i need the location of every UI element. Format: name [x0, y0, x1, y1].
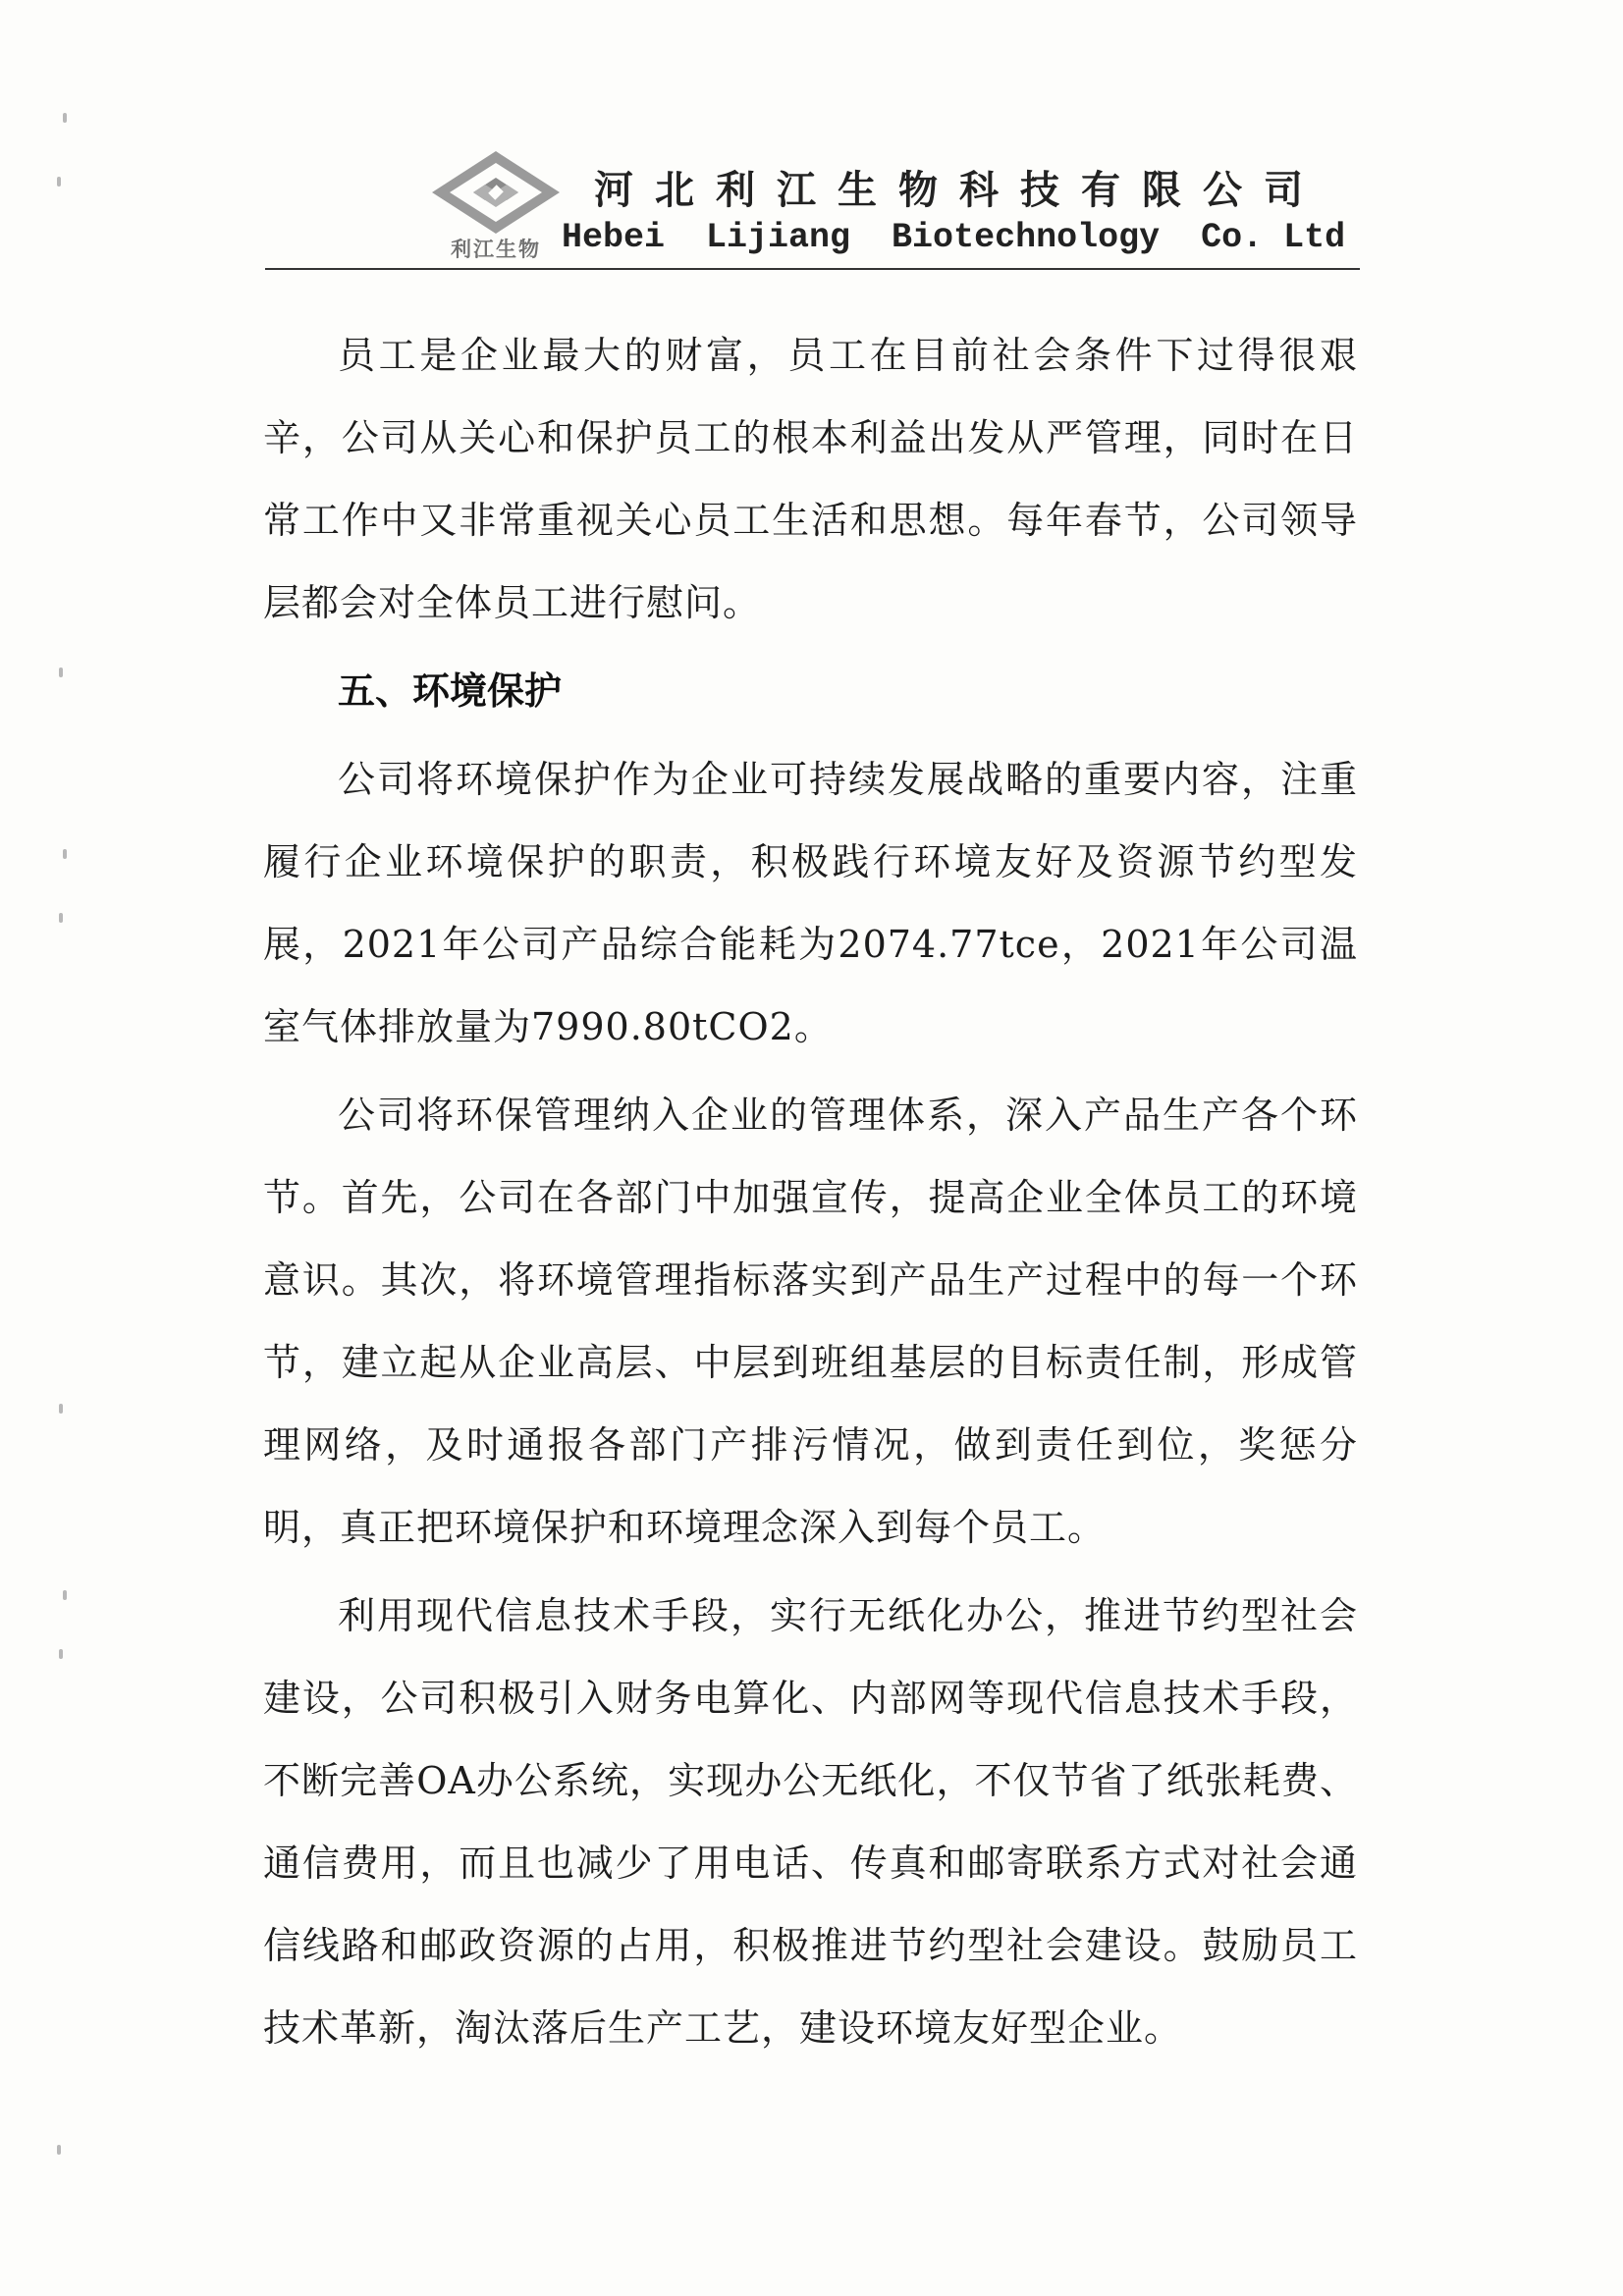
- margin-mark: [59, 1649, 63, 1659]
- paragraph-environment-management: 公司将环保管理纳入企业的管理体系，深入产品生产各个环节。首先，公司在各部门中加强宣传，提高企业全体员工的环境意识。其次，将环境管理指标落实到产品生产过程中的每一个环节，建立起从企业高层、中层到班组基层的目标责任制，形成管理网络，及时通报各部门产排污情况，做到责任到位，奖惩分明，真正把环境保护和环境理念深入到每个员工。: [263, 1094, 1358, 1549]
- paragraph-environment-strategy: 公司将环境保护作为企业可持续发展战略的重要内容，注重履行企业环境保护的职责，积极践行环境友好及资源节约型发展，2021年公司产品综合能耗为2074.77tce，2021年公司温室气体排放量为7990.80tCO2。: [263, 758, 1358, 1048]
- company-name-chinese: 河北利江生物科技有限公司: [594, 168, 1325, 213]
- letterhead-divider: [265, 268, 1360, 270]
- document-body: [263, 314, 1358, 2069]
- margin-mark: [59, 1404, 63, 1414]
- paragraph-employee-care: 员工是企业最大的财富，员工在目前社会条件下过得很艰辛，公司从关心和保护员工的根本利益出发从严管理，同时在日常工作中又非常重视关心员工生活和思想。每年春节，公司领导层都会对全体员工进行慰问。: [263, 334, 1358, 624]
- logo-text: 利江生物: [451, 238, 541, 261]
- margin-mark: [59, 913, 63, 923]
- margin-mark: [63, 1590, 67, 1600]
- margin-mark: [63, 849, 67, 859]
- margin-mark: [59, 667, 63, 677]
- paragraph-paperless-office: 利用现代信息技术手段，实行无纸化办公，推进节约型社会建设，公司积极引入财务电算化、内部网等现代信息技术手段，不断完善OA办公系统，实现办公无纸化，不仅节省了纸张耗费、通信费用，而且也减少了用电话、传真和邮寄联系方式对社会通信线路和邮政资源的占用，积极推进节约型社会建设。鼓励员工技术革新，淘汰落后生产工艺，建设环境友好型企业。: [263, 1594, 1358, 2050]
- margin-mark: [57, 177, 61, 187]
- margin-mark: [57, 2145, 61, 2155]
- company-name-english: Hebei Lijiang Biotechnology Co. Ltd: [562, 218, 1346, 257]
- letterhead: [265, 147, 1360, 270]
- section-heading-environment: 五、环境保护: [338, 669, 563, 713]
- margin-mark: [63, 113, 67, 123]
